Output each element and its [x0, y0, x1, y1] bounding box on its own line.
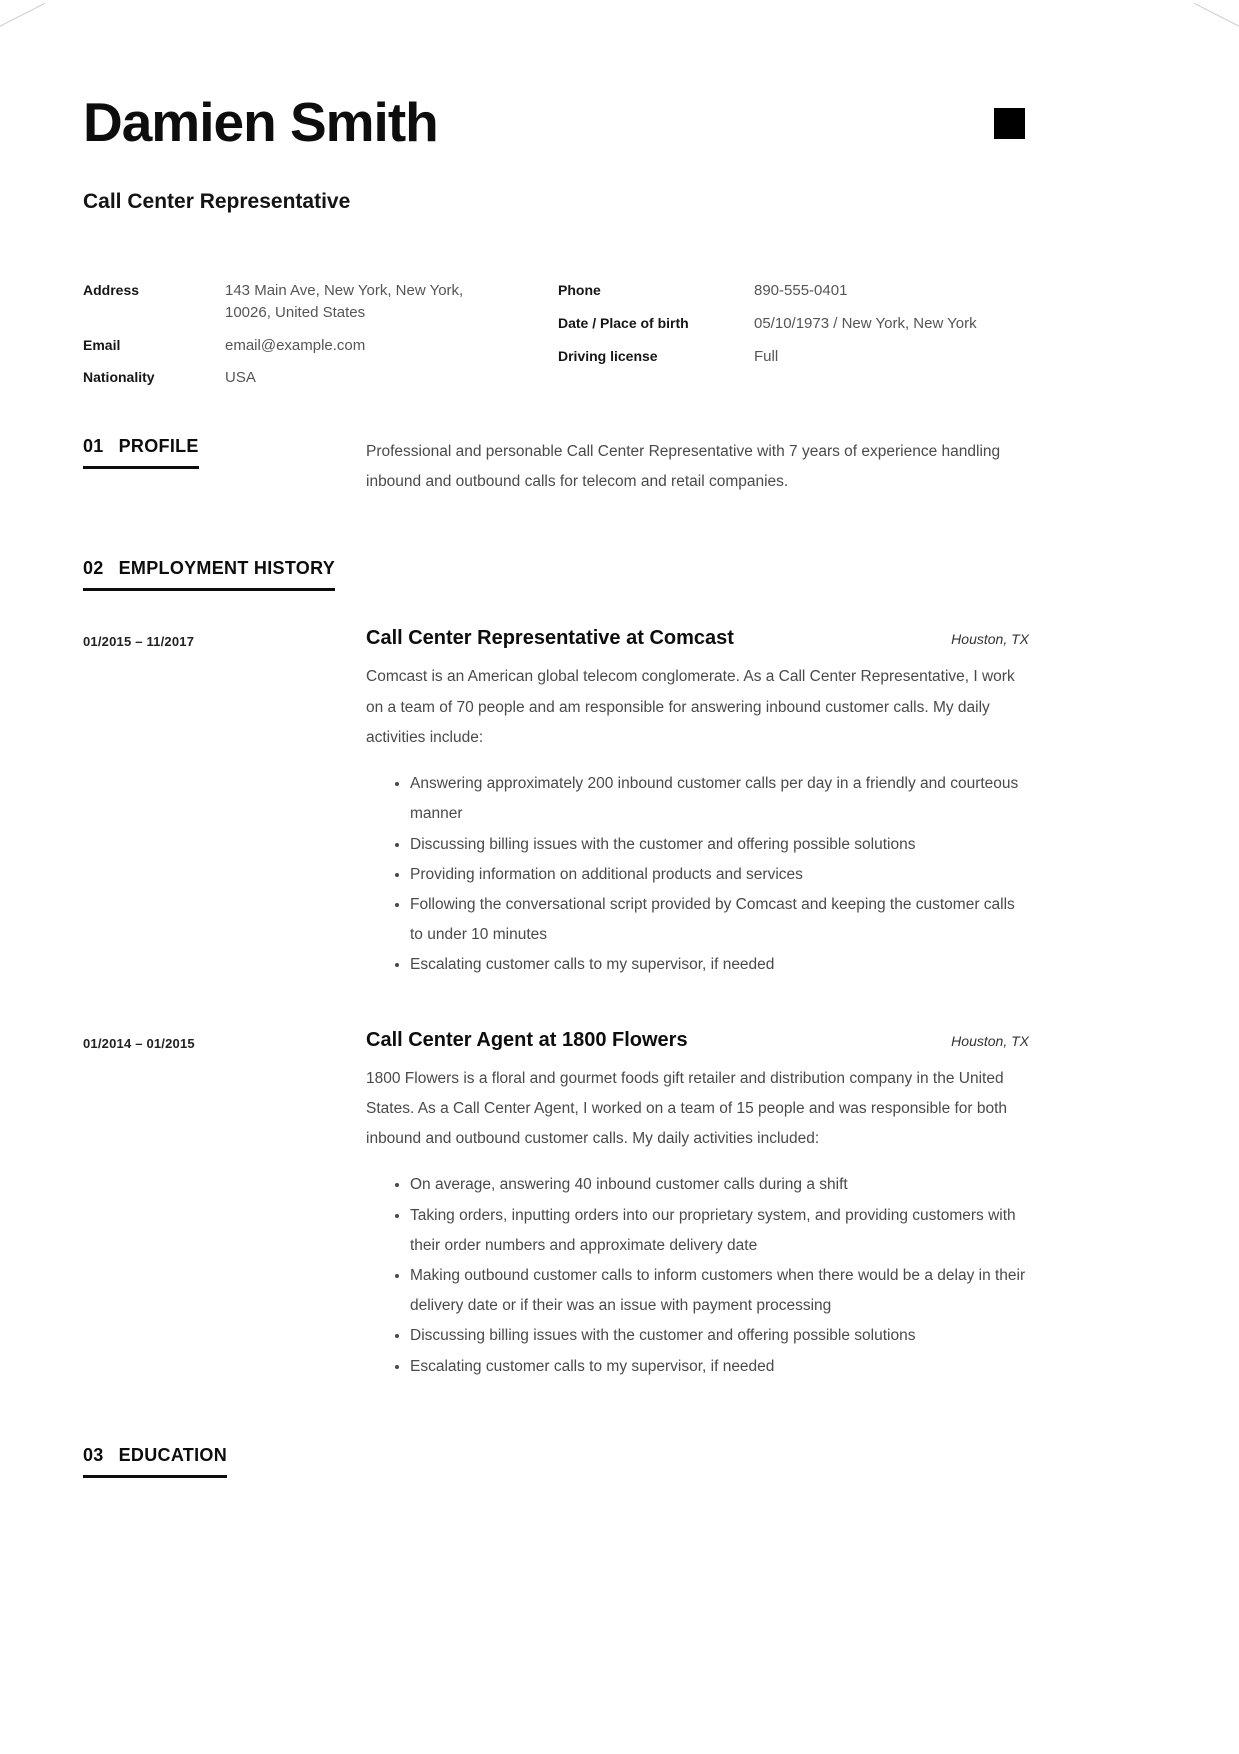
contact-details — [83, 280, 1029, 389]
contact-column-left — [83, 280, 475, 389]
bullet-item: • Taking orders, inputting orders into our proprietary system, and providing customers with their order numbers and approximate delivery date — [410, 1201, 1029, 1261]
candidate-job-title: Call Center Representative — [83, 190, 351, 213]
employment-heading — [83, 559, 335, 591]
bullet-item: • Escalating customer calls to my supervisor, if needed — [410, 1352, 1029, 1382]
bullet-item: • Escalating customer calls to my supervisor, if needed — [410, 950, 1029, 980]
phone-label: Phone — [558, 282, 601, 298]
job-title-row — [366, 627, 1029, 650]
employment-section — [83, 559, 1029, 1381]
bullet-item: • Providing information on additional products and services — [410, 860, 1029, 890]
page-corner-line-left — [0, 3, 45, 30]
candidate-name: Damien Smith — [83, 91, 438, 153]
address-value: 143 Main Ave, New York, New York, 10026, United States — [225, 282, 464, 321]
education-section-number: 03 — [83, 1444, 104, 1465]
profile-heading — [83, 437, 199, 469]
job-title-row — [366, 1029, 1029, 1052]
job-entry-1800-flowers — [83, 1029, 1029, 1382]
license-value: Full — [754, 347, 779, 365]
page-corner-line-right — [1194, 3, 1239, 30]
birth-label: Date / Place of birth — [558, 314, 689, 331]
email-label: Email — [83, 336, 121, 353]
job-description: 1800 Flowers is a floral and gourmet foods gift retailer and distribution company in the United States. As a Call Center Agent, I worked on a team of 15 people and was responsible for both inbound and outbound customer calls. My daily activities included: — [366, 1069, 1008, 1148]
nationality-label: Nationality — [83, 369, 155, 386]
job-title: Call Center Representative at Comcast — [366, 627, 734, 650]
bullet-item: • Following the conversational script provided by Comcast and keeping the customer calls to under 10 minutes — [410, 890, 1029, 950]
bullet-item: • Discussing billing issues with the customer and offering possible solutions — [410, 1321, 1029, 1351]
bullet-item: • Discussing billing issues with the customer and offering possible solutions — [410, 830, 1029, 860]
bullet-item: • Making outbound customer calls to inform customers when there would be a delay in their delivery date or if their was an issue with payment processing — [410, 1261, 1029, 1321]
birth-value: 05/10/1973 / New York, New York — [754, 314, 977, 332]
bullet-item: • Answering approximately 200 inbound customer calls per day in a friendly and courteous manner — [410, 769, 1029, 829]
profile-section-number: 01 — [83, 436, 104, 456]
employment-section-title: EMPLOYMENT HISTORY — [118, 558, 336, 579]
address-label: Address — [83, 282, 140, 298]
education-heading — [83, 1446, 227, 1478]
job-dates: 01/2014 – 01/2015 — [83, 1035, 195, 1051]
job-bullet-list — [366, 1170, 1029, 1382]
email-value: email@example.com — [225, 336, 366, 354]
job-title: Call Center Agent at 1800 Flowers — [366, 1028, 688, 1051]
contact-column-right — [558, 280, 977, 367]
employment-section-number: 02 — [83, 558, 104, 579]
license-label: Driving license — [558, 347, 658, 364]
education-section — [83, 1446, 1029, 1478]
job-entry-comcast — [83, 627, 1029, 980]
education-section-title: EDUCATION — [118, 1444, 227, 1465]
profile-text: Professional and personable Call Center Representative with 7 years of experience handling inbound and outbound calls for telecom and retail companies. — [366, 443, 1001, 491]
profile-section-title: PROFILE — [118, 436, 199, 456]
profile-section — [83, 437, 1029, 497]
bullet-item: • On average, answering 40 inbound customer calls during a shift — [410, 1170, 1029, 1200]
job-location: Houston, TX — [951, 1032, 1029, 1049]
nationality-value: USA — [225, 369, 256, 387]
job-location: Houston, TX — [951, 631, 1029, 648]
job-bullet-list — [366, 769, 1029, 981]
accent-square — [994, 108, 1025, 139]
job-list — [83, 627, 1029, 1381]
job-description: Comcast is an American global telecom conglomerate. As a Call Center Representative, I work on a team of 70 people and am responsible for answering inbound customer calls. My daily activities include: — [366, 668, 1015, 746]
job-dates: 01/2015 – 11/2017 — [83, 634, 195, 650]
phone-value: 890-555-0401 — [754, 282, 848, 299]
